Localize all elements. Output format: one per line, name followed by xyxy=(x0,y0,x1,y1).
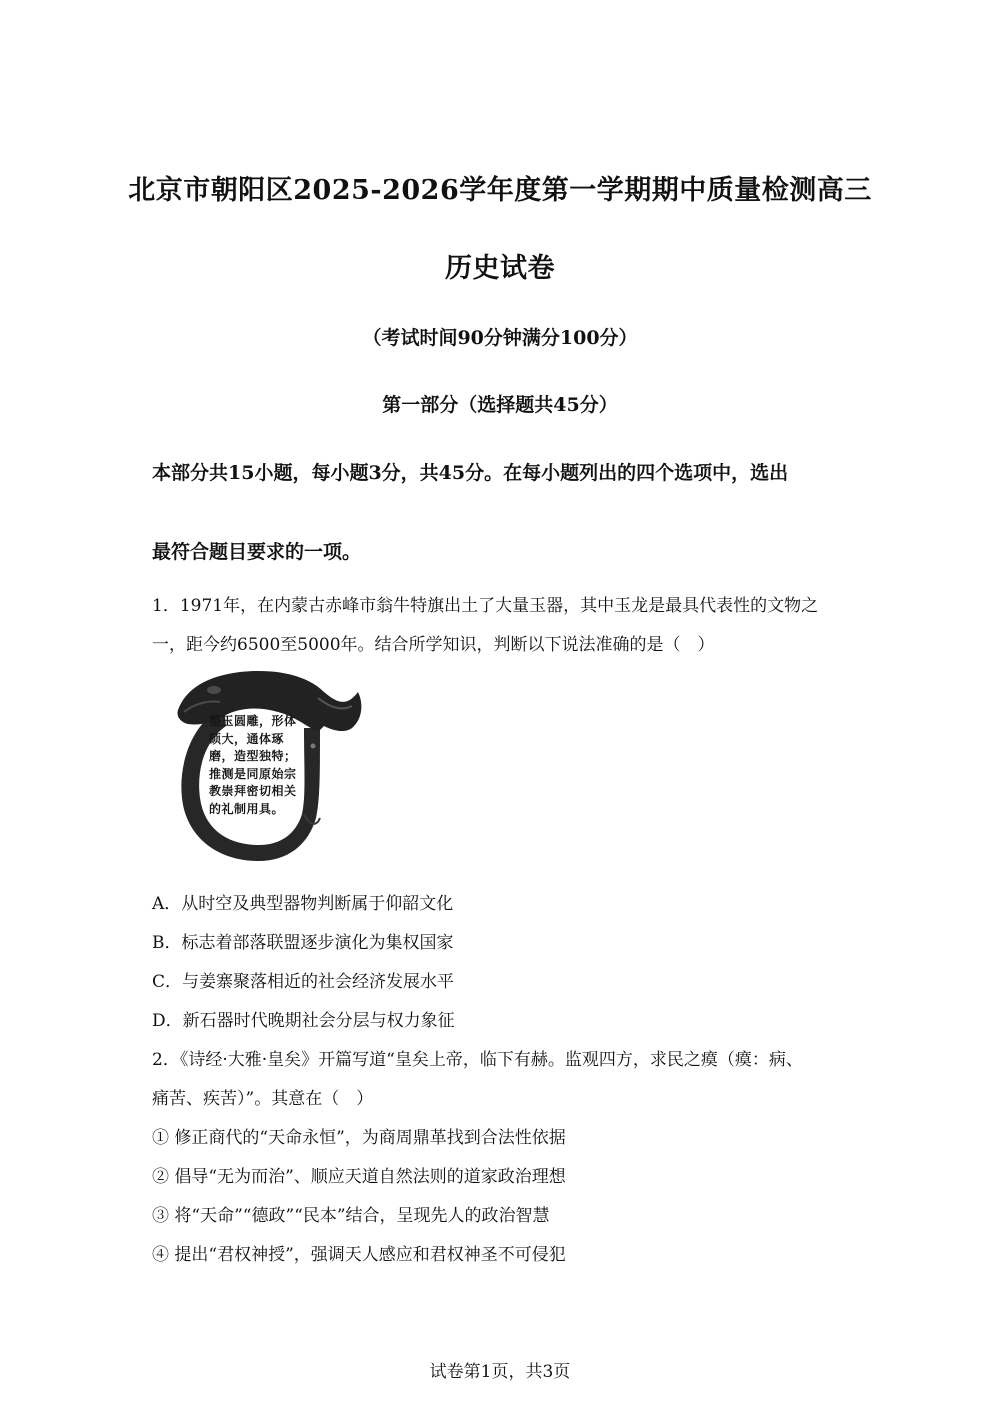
part-title: 第一部分（选择题共45分） xyxy=(382,394,618,416)
q1-stem-line1: 1．1971年，在内蒙古赤峰市翁牛特旗出土了大量玉器，其中玉龙是最具代表性的文物之 xyxy=(152,596,819,616)
q2-stem-line2: 痛苦、疾苦）”。其意在（ ） xyxy=(152,1089,374,1109)
q2-statement-4: ④ 提出“君权神授”，强调天人感应和君权神圣不可侵犯 xyxy=(152,1245,566,1265)
q2-statement-1: ① 修正商代的“天命永恒”，为商周鼎革找到合法性依据 xyxy=(152,1128,566,1148)
q1-stem-line2: 一，距今约6500至5000年。结合所学知识，判断以下说法准确的是（ ） xyxy=(152,635,715,655)
q1-option-a: A．从时空及典型器物判断属于仰韶文化 xyxy=(152,894,454,914)
q1-option-d: D．新石器时代晚期社会分层与权力象征 xyxy=(152,1011,455,1031)
q2-statement-2: ② 倡导“无为而治”、顺应天道自然法则的道家政治理想 xyxy=(152,1167,566,1187)
q1-option-c: C．与姜寨聚落相近的社会经济发展水平 xyxy=(152,972,455,992)
exam-title-line2: 历史试卷 xyxy=(445,253,555,284)
q2-stem-line1: 2．《诗经·大雅·皇矣》开篇写道“皇矣上帝，临下有赫。监观四方，求民之瘼（瘼：病、 xyxy=(152,1050,803,1070)
page-footer: 试卷第1页，共3页 xyxy=(429,1362,571,1382)
exam-info: （考试时间90分钟满分100分） xyxy=(362,327,638,349)
exam-title-line1: 北京市朝阳区2025-2026学年度第一学期期中质量检测高三 xyxy=(128,175,872,206)
q2-statement-3: ③ 将“天命”“德政”“民本”结合，呈现先人的政治智慧 xyxy=(152,1206,550,1226)
instructions-line2: 最符合题目要求的一项。 xyxy=(152,541,362,563)
q1-option-b: B．标志着部落联盟逐步演化为集权国家 xyxy=(152,933,454,953)
jade-dragon-caption: 整玉圆雕，形体硕大，通体琢磨，造型独特；推测是同原始宗教崇拜密切相关的礼制用具。 xyxy=(209,714,297,816)
instructions-line1: 本部分共15小题，每小题3分，共45分。在每小题列出的四个选项中，选出 xyxy=(152,462,789,484)
